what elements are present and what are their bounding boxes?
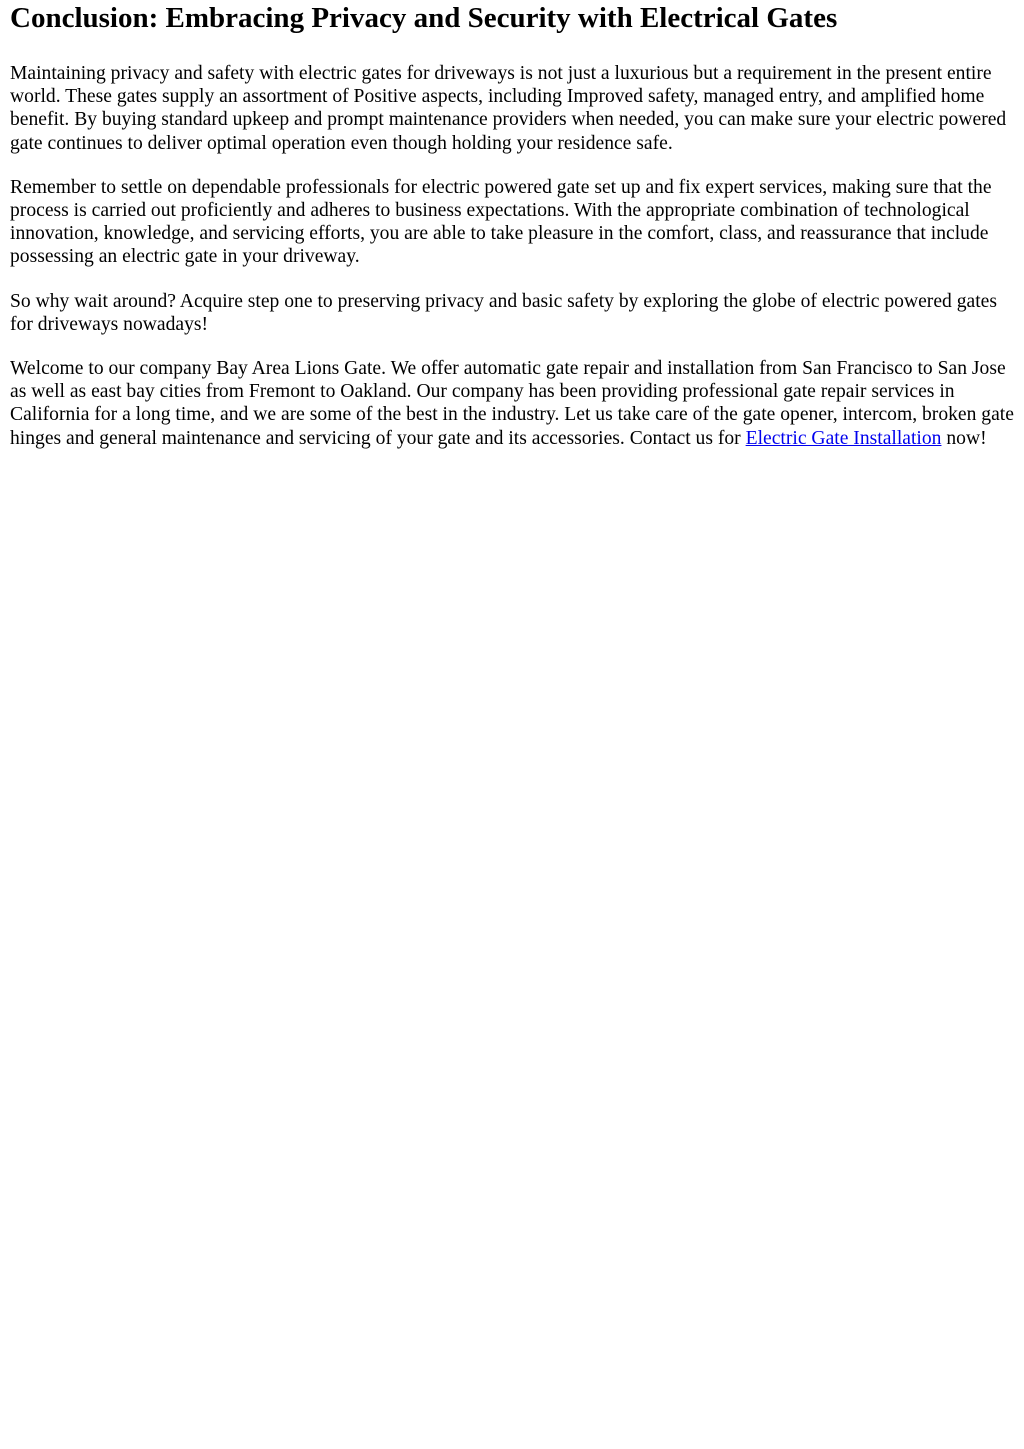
electric-gate-installation-link[interactable]: Electric Gate Installation: [745, 427, 942, 449]
paragraph-maintaining-privacy: Maintaining privacy and safety with electric gates for driveways is not just a luxurious but a requirement in the present entire world. These gates supply an assortment of Positive aspects, including Improved safety, managed entry, and amplified home benefit. By buying standard upkeep and prompt maintenance providers when needed, you can make sure your electric powered gate continues to deliver optimal operation even though holding your residence safe.: [10, 63, 1007, 154]
page-title: Conclusion: Embracing Privacy and Security with Electrical Gates: [10, 2, 838, 34]
company-intro-suffix: now!: [941, 427, 987, 449]
company-intro-text: Welcome to our company Bay Area Lions Gate. We offer automatic gate repair and installation from San Francisco to San Jose as well as east bay cities from Fremont to Oakland. Our company has been providing professional gate repair services in California for a long time, and we are some of the best in the industry. Let us take care of the gate opener, intercom, broken gate hinges and general maintenance and servicing of your gate and its accessories. Contact us for: [10, 358, 1014, 449]
paragraph-company-intro: [10, 357, 1015, 450]
paragraph-professionals: Remember to settle on dependable professionals for electric powered gate set up and fix expert services, making sure that the process is carried out proficiently and adheres to business expectations. With the appropriate combination of technological innovation, knowledge, and servicing efforts, you are able to take pleasure in the comfort, class, and reassurance that include possessing an electric gate in your driveway.: [10, 176, 992, 268]
article: [10, 0, 1015, 450]
paragraph-why-wait: So why wait around? Acquire step one to preserving privacy and basic safety by exploring the globe of electric powered gates for driveways nowadays!: [10, 290, 997, 335]
